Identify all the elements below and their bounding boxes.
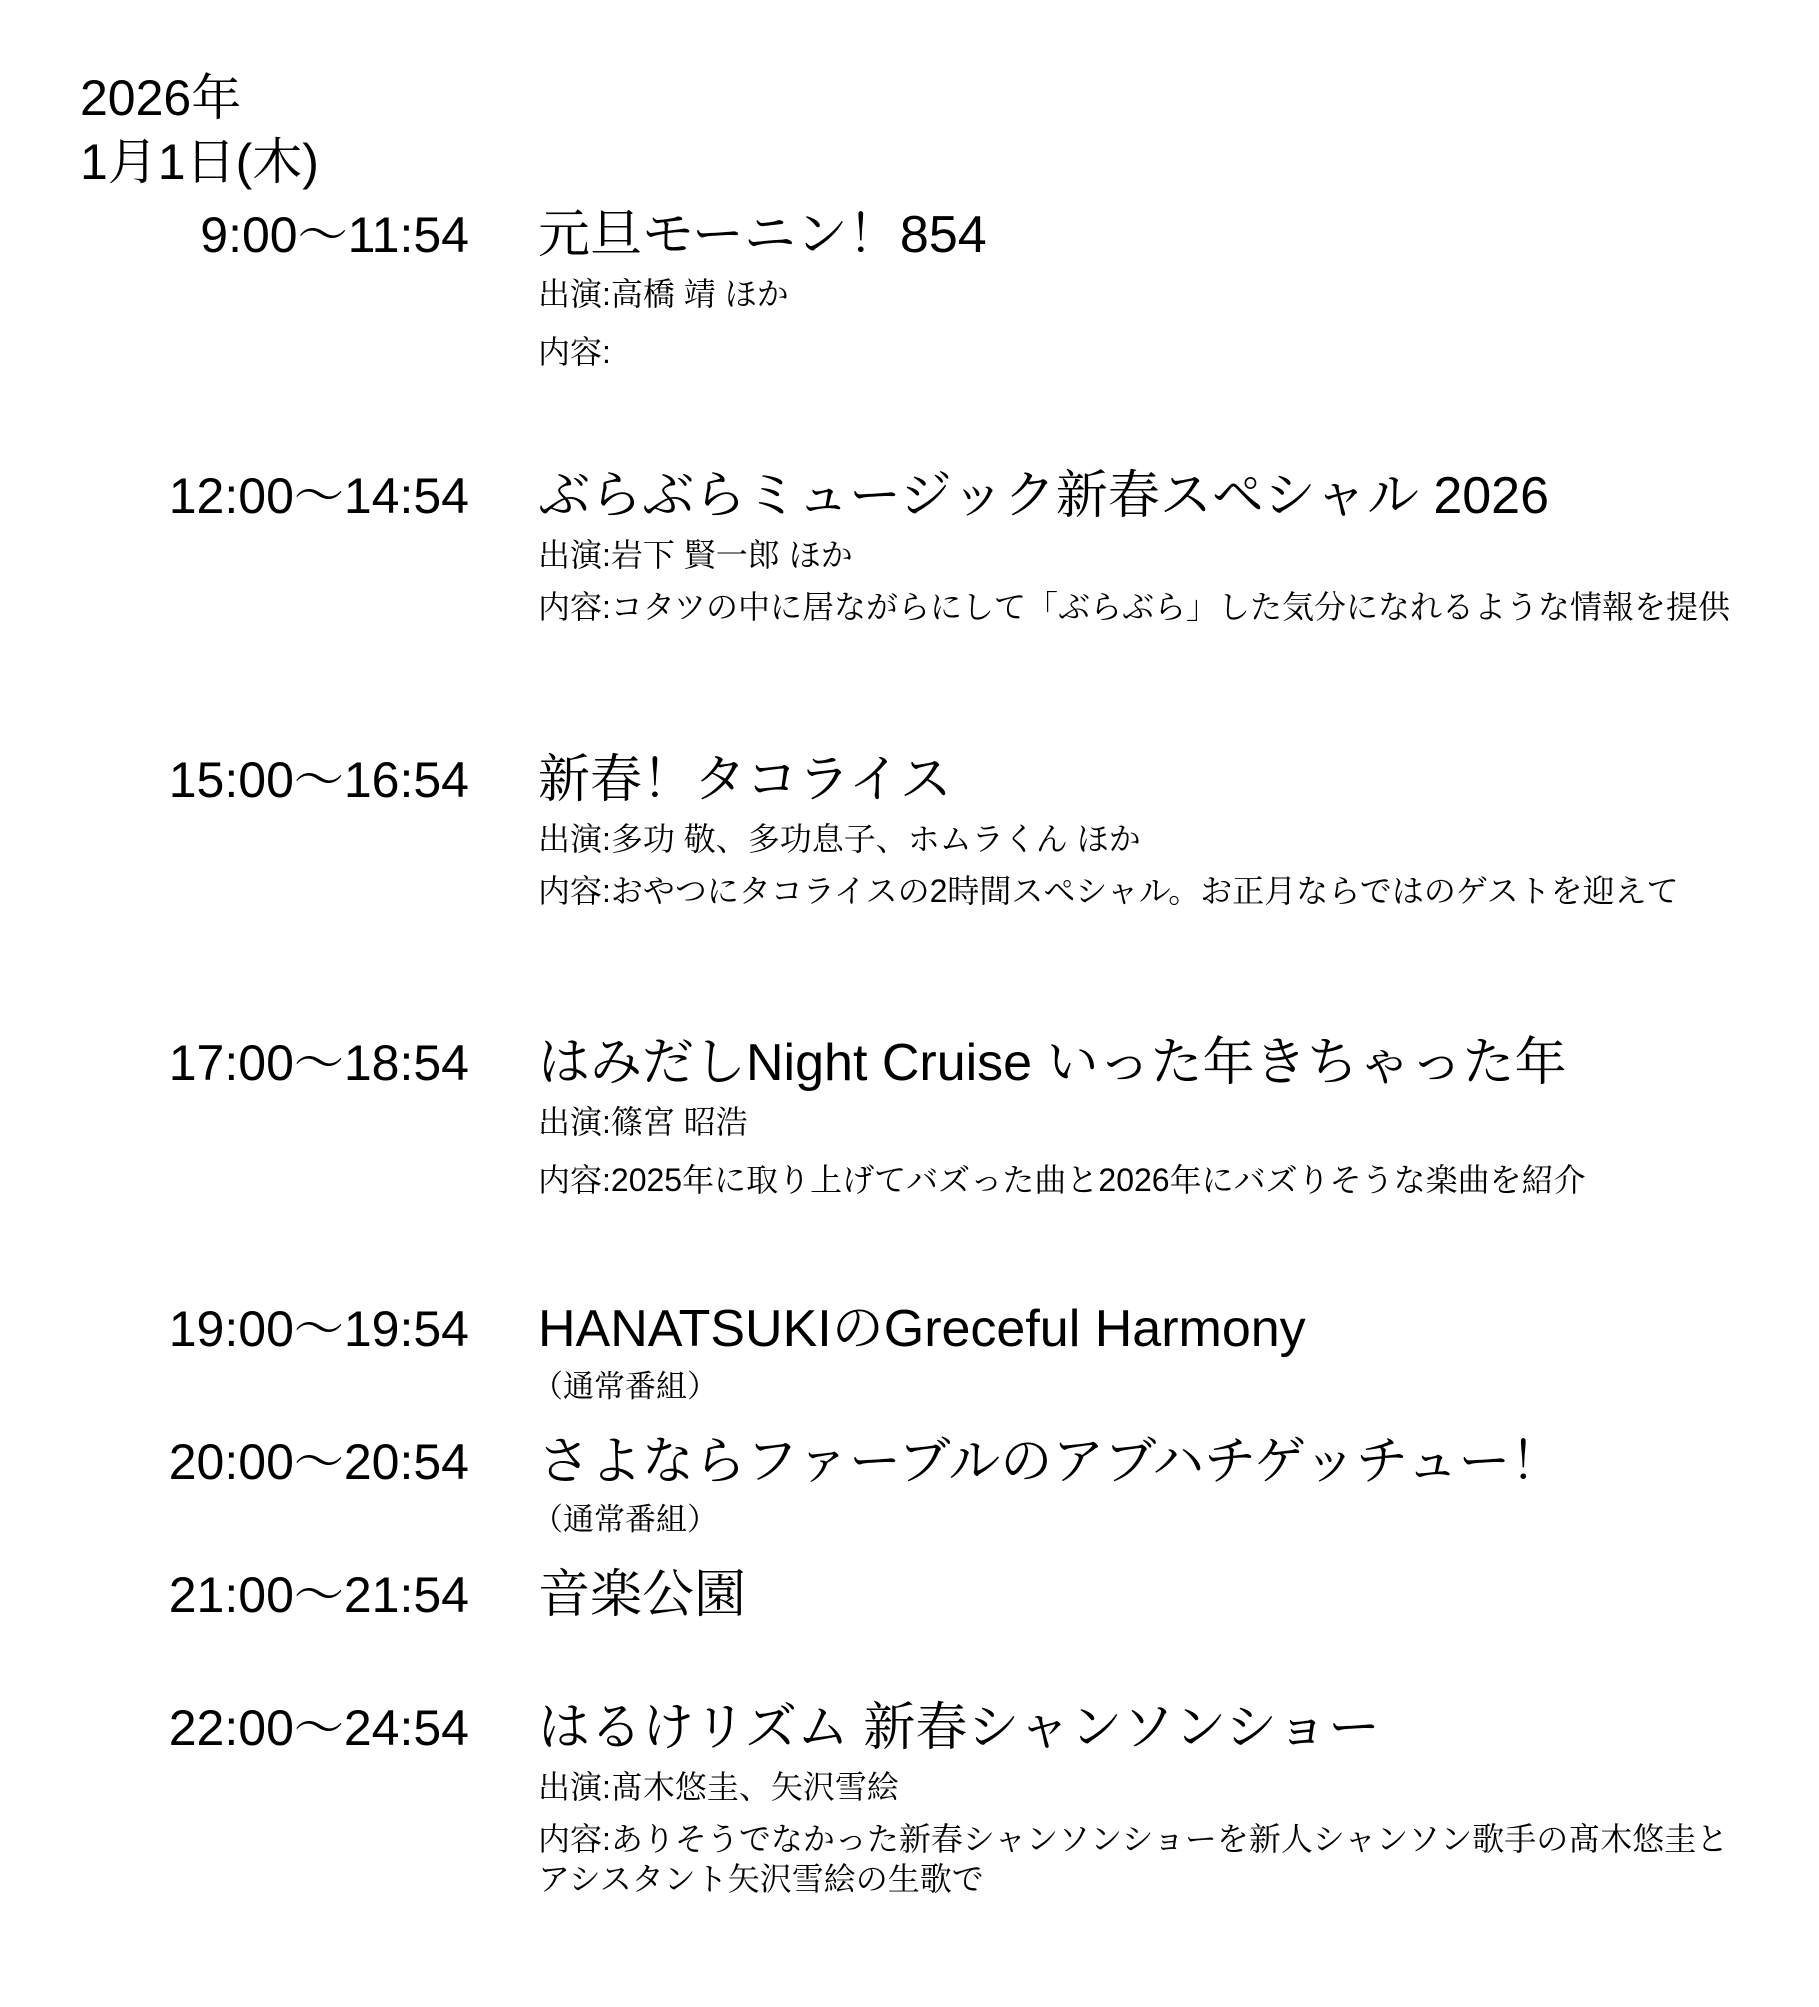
- program-note: （通常番組）: [532, 1369, 718, 1404]
- program-info: [538, 1030, 1738, 1200]
- performer-value: 篠宮 昭浩: [610, 1104, 748, 1140]
- year-heading: 2026年: [80, 70, 242, 126]
- program-performer: [538, 274, 1738, 314]
- program-time: 19:00〜19:54: [168, 1301, 469, 1357]
- program-content: [538, 871, 1738, 911]
- program-time: 20:00〜20:54: [168, 1434, 469, 1490]
- program-content: [538, 587, 1738, 627]
- program-note: （通常番組）: [532, 1502, 718, 1537]
- program-title: 元旦モーニン！854: [538, 206, 987, 264]
- program-performer: [538, 1767, 1738, 1807]
- content-value: おやつにタコライスの2時間スペシャル。お正月ならではのゲストを迎えて: [610, 873, 1679, 909]
- content-value: ありそうでなかった新春シャンソンショーを新人シャンソン歌手の髙木悠圭とアシスタント矢沢雪絵の生歌で: [538, 1821, 1729, 1897]
- content-label: 内容:: [538, 334, 611, 370]
- program-time: 21:00〜21:54: [168, 1567, 469, 1623]
- performer-label: 出演:: [538, 821, 611, 857]
- program-info: [538, 1695, 1738, 1899]
- program-content: [538, 332, 1738, 372]
- program-title: はるけリズム 新春シャンソンショー: [538, 1699, 1381, 1757]
- program-content: [538, 1160, 1738, 1200]
- program-title: はみだしNight Cruise いった年きちゃった年: [538, 1034, 1567, 1092]
- program-performer: [538, 819, 1738, 859]
- content-value: コタツの中に居ながらにして「ぶらぶら」した気分になれるような情報を提供: [610, 589, 1730, 625]
- program-time: 12:00〜14:54: [168, 468, 469, 524]
- program-title: ぶらぶらミュージック新春スペシャル 2026: [538, 467, 1550, 525]
- program-info: [538, 202, 1738, 372]
- content-label: 内容:: [538, 1162, 611, 1198]
- program-title: 音楽公園: [538, 1566, 747, 1624]
- program-time: 22:00〜24:54: [168, 1700, 469, 1756]
- program-performer: [538, 535, 1738, 575]
- content-label: 内容:: [538, 873, 611, 909]
- performer-label: 出演:: [538, 537, 611, 573]
- program-info: [532, 1296, 1738, 1406]
- program-info: [538, 1562, 1738, 1628]
- program-info: [538, 747, 1738, 911]
- program-time: 15:00〜16:54: [168, 752, 469, 808]
- performer-value: 高橋 靖 ほか: [610, 276, 789, 312]
- performer-value: 多功 敬、多功息子、ホムラくん ほか: [610, 821, 1141, 857]
- program-info: [532, 1429, 1738, 1539]
- performer-label: 出演:: [538, 1769, 611, 1805]
- program-title: HANATSUKIのGreceful Harmony: [538, 1300, 1306, 1358]
- content-value: 2025年に取り上げてバズった曲と2026年にバズりそうな楽曲を紹介: [610, 1162, 1586, 1198]
- program-time: 9:00〜11:54: [200, 207, 469, 263]
- performer-label: 出演:: [538, 1104, 611, 1140]
- content-label: 内容:: [538, 1821, 611, 1857]
- performer-value: 髙木悠圭、矢沢雪絵: [610, 1769, 899, 1805]
- program-info: [538, 463, 1738, 627]
- program-title: さよならファーブルのアブハチゲッチュー！: [538, 1433, 1563, 1491]
- program-performer: [538, 1102, 1738, 1142]
- program-content: [538, 1819, 1738, 1899]
- performer-value: 岩下 賢一郎 ほか: [610, 537, 853, 573]
- program-time: 17:00〜18:54: [168, 1035, 469, 1091]
- date-heading: 1月1日(木): [80, 134, 319, 190]
- program-title: 新春！タコライス: [538, 751, 952, 809]
- performer-label: 出演:: [538, 276, 611, 312]
- content-label: 内容:: [538, 589, 611, 625]
